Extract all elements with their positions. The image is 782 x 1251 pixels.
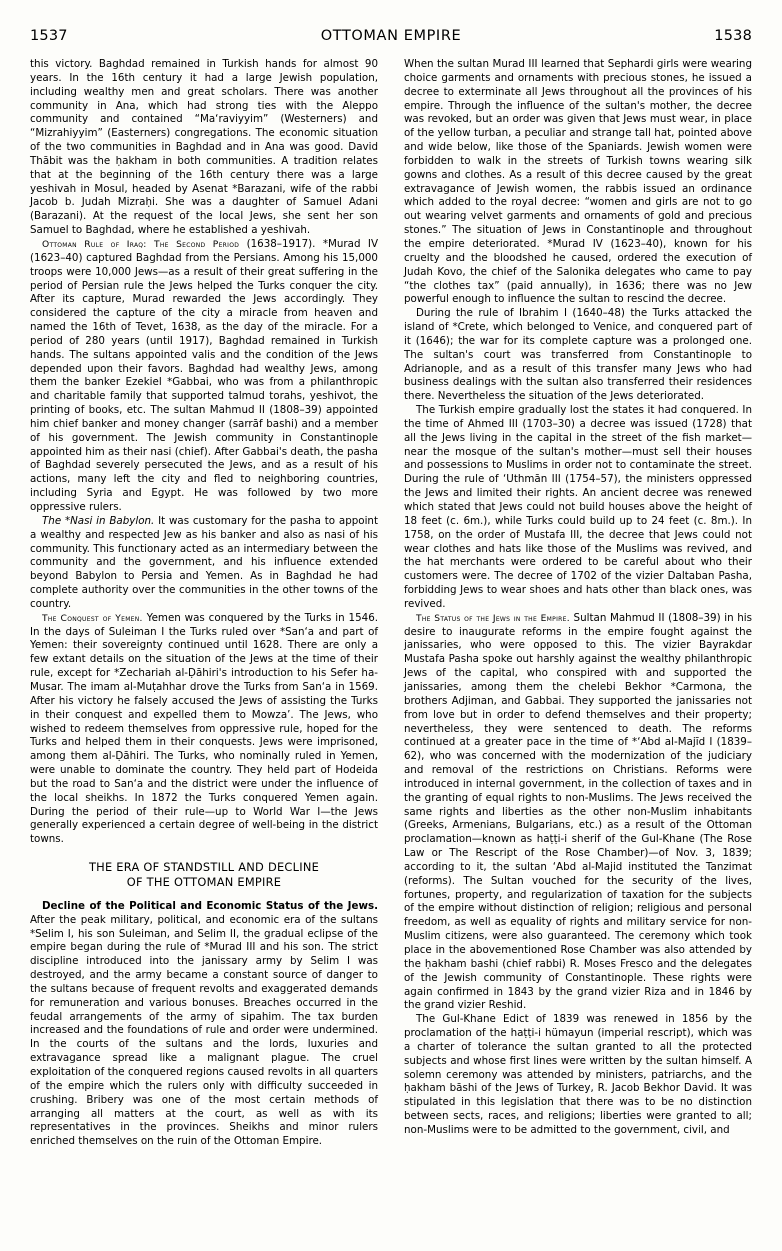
paragraph: When the sultan Murad III learned that Sephardi girls were wearing choice garments and ornaments with precious stones, he issued a decree to exterminate all Jews throughout all the provinces of his empire. Through the influence of the sultan's mother, the decree was revoked, but an order was given that Jews must wear, in place of the yellow turban, a peculiar and strange tall hat, pointed above and wide below, like those of the Spaniards. Jewish women were forbidden to walk in the streets of Turkish towns wearing silk gowns and clothes. As a result of this decree caused by the great extravagance of Jewish women, the rabbis issued an ordinance which added to the royal decree: “women and girls are not to go out wearing velvet garments and ornaments of gold and precious stones.” The situation of Jews in Constantinople and throughout the empire deteriorated. *Murad IV (1623–40), known for his cruelty and the bloodshed he caused, ordered the execution of Judah Kovo, the chief of the Salonika delegates who came to pay “the clothes tax” (paid annually), in 1636; there was no Jew powerful enough to influence the sultan to rescind the decree.	[404, 58, 752, 306]
subsection-lead-italic: The *Nasi in Babylon.	[42, 514, 155, 527]
subsection-body: Yemen was conquered by the Turks in 1546. In the days of Suleiman I the Turks ruled over *San‘a and part of Yemen: their sovereignty continued until 1628. There are only a few extant details on the situation of the Jews at the time of their rule, except for *Zechariah al-Ḍāhiri's introduction to his Sefer ha-Musar. The imam al-Muṭahhar drove the Turks from San‘a in 1569. After his victory he falsely accused the Jews of assisting the Turks in their conquest and expelled them to Mowza’. The Jews, who wished to redeem themselves from oppressive rule, hoped for the Turks and helped them in their conquests. Jews were imprisoned, among them al-Ḍāhiri. The Turks, who nominally ruled in Yemen, were unable to dominate the country. They held part of Hodeida but the road to San‘a and the district were under the influence of the local sheikhs. In 1872 the Turks conquered Yemen again. During the period of their rule—up to World War I—the Jews generally experienced a certain degree of well-being in the district towns.	[30, 611, 379, 846]
subsection-heading: Ottoman Rule of Iraq: The Second Period	[42, 239, 240, 250]
paragraph: The Turkish empire gradually lost the states it had conquered. In the time of Ahmed III (1703–30) a decree was issued (1728) that all the Jews living in the capital in the street of the fish market—near the mosque of the sultan's mother—must sell their houses and possessions to Muslims in order not to contaminate the street. During the rule of ‘Uthmān III (1754–57), the ministers oppressed the Jews and limited their rights. An ancient decree was renewed which stated that Jews could not build houses above the height of 18 feet (c. 6m.), while Turks could build up to 24 feet (c. 8m.). In 1758, on the order of Mustafa III, the decree that Jews could not wear clothes and hats like those of the Muslims was revived, and the hat merchants were ordered to be careful about who their customers were. The decree of 1702 of the vizier Daltaban Pasha, forbidding Jews to wear shoes and hats other than black ones, was revived.	[404, 404, 752, 610]
section-title-line-1: THE ERA OF STANDSTILL AND DECLINE	[88, 860, 320, 875]
subsection-nasi-in-babylon	[30, 515, 378, 612]
paragraph: During the rule of Ibrahim I (1640–48) the Turks attacked the island of *Crete, which belonged to Venice, and conquered part of it (1646); the war for its complete capture was a prolonged one. The sultan's court was transferred from Constantinople to Adrianople, and as a result of this transfer many Jews who had business dealings with the sultan also transferred their residences there. Nevertheless the situation of the Jews deteriorated.	[404, 307, 752, 403]
subsection-body: Sultan Mahmud II (1808–39) in his desire to inaugurate reforms in the empire fought against the janissaries, who were opposed to this. The vizier Bayrakdar Mustafa Pasha spoke out harshly against the wealthy philanthropic Jews of the capital, who conspired with and supported the janissaries, among them the chelebi Bekhor *Carmona, the brothers Adjiman, and Gabbai. They supported the janissaries not from love but in order to defend themselves and their property; nevertheless, they were sentenced to death. The reforms continued at a greater pace in the time of *‘Abd al-Majīd I (1839–62), who was concerned with the modernization of the judiciary and removal of the restrictions on Christians. Reforms were introduced in internal government, in the collection of taxes and in the granting of equal rights to non-Muslims. The Jews received the same rights and liberties as the other non-Muslim inhabitants (Greeks, Armenians, Bulgarians, etc.) as a result of the Ottoman proclamation—known as haṭṭi-i sherif of the Gul-Khane (The Rose Law or The Rescript of the Rose Chamber)—of Nov. 3, 1839; according to it, the sultan ‘Abd al-Majid instituted the Tanzimat (reforms). The Sultan vouched for the security of the lives, fortunes, property, and regularization of taxation for the subjects of the empire without distinction of religion; religious and personal freedom, as well as equality of rights and military service for non-Muslim citizens, were also guaranteed. The ceremony which took place in the abovementioned Rose Chamber was also attended by the ḥakham bashi (chief rabbi) R. Moses Fresco and the delegates of the Jewish community of Constantinople. These rights were again confirmed in 1843 by the grand vizier Riza and in 1846 by the grand vizier Reshid.	[404, 611, 752, 1012]
two-column-body	[30, 58, 752, 1149]
section-title-line-2: OF THE OTTOMAN EMPIRE	[126, 875, 282, 890]
section-title	[30, 860, 378, 891]
left-column	[30, 58, 378, 1149]
right-column	[404, 58, 752, 1149]
subsection-decline-status	[30, 900, 378, 1149]
paragraph: this victory. Baghdad remained in Turkish hands for almost 90 years. In the 16th century it had a large Jewish population, including wealthy men and great scholars. There was another community in Ana, which had strong ties with the Aleppo community and contained “Ma‘raviyyim” (Westerners) and “Mizrahiyyim” (Easterners) congregations. The economic situation of the two communities in Baghdad and in Ana was good. David Thābit was the ḥakham in both communities. A tradition relates that at the beginning of the 16th century there was a large yeshivah in Mosul, headed by Asenat *Barazani, wife of the rabbi Jacob b. Judah Mizraḥi. She was a daughter of Samuel Adani (Barazani). At the request of the local Jews, she sent her son Samuel to Baghdad, where he established a yeshivah.	[30, 58, 378, 237]
subsection-body: It was customary for the pasha to appoint a wealthy and respected Jew as his banker and also as nasi of his community. This functionary acted as an intermediary between the community and the government, and his influence extended beyond Babylon to Persia and Yemen. As in Baghdad he had complete authority over the communities in the other towns of the country.	[30, 514, 378, 610]
folio-right: 1538	[714, 28, 752, 44]
running-title: OTTOMAN EMPIRE	[320, 28, 462, 44]
subsection-status-jews-empire	[404, 612, 752, 1013]
page-header	[30, 28, 752, 44]
subsection-heading: The Status of the Jews in the Empire.	[416, 613, 570, 624]
subsection-conquest-of-yemen	[30, 612, 378, 847]
subsection-lead-bold: Decline of the Political and Economic Status of the Jews.	[42, 899, 378, 912]
paragraph: The Gul-Khane Edict of 1839 was renewed in 1856 by the proclamation of the haṭṭi-i hümayun (imperial rescript), which was a charter of tolerance the sultan granted to all the protected subjects and whose first lines were written by the sultan himself. A solemn ceremony was attended by ministers, patriarchs, and the ḥakham bāshi of the Jews of Turkey, R. Jacob Bekhor David. It was stipulated in this legislation that there was to be no distinction between sects, races, and religions; liberties were granted to all; non-Muslims were to be admitted to the government, civil, and	[404, 1013, 752, 1136]
folio-left: 1537	[30, 28, 68, 44]
subsection-body: *Murad IV (1623–40) captured Baghdad from the Persians. Among his 15,000 troops were 10,000 Jews—as a result of their great suffering in the period of Persian rule the Jews helped the Turks conquer the city. After its capture, Murad rewarded the Jews accordingly. They considered the capture of the city a miracle from heaven and named the 16th of Tevet, 1638, as the day of the miracle. For a period of 280 years (until 1917), Baghdad remained in Turkish hands. The sultans appointed valis and the condition of the Jews depended upon their favors. Baghdad had wealthy Jews, among them the banker Ezekiel *Gabbai, who was from a philanthropic and charitable family that supported talmud torahs, yeshivot, the printing of books, etc. The sultan Mahmud II (1808–39) appointed him chief banker and money changer (sarrāf bashi) and a member of his government. The Jewish community in Constantinople appointed him as their nasi (chief). After Gabbai's death, the pasha of Baghdad severely persecuted the Jews, and as a result of his actions, many left the city and fled to neighboring countries, including Syria and Egypt. He was followed by two more oppressive rulers.	[30, 237, 379, 513]
subsection-heading: The Conquest of Yemen.	[42, 613, 143, 624]
subsection-heading-dates: (1638–1917).	[246, 237, 316, 250]
subsection-body: After the peak military, political, and economic era of the sultans *Selim I, his son Suleiman, and Selim II, the gradual eclipse of the empire began during the rule of *Murad III and his son. The strict discipline introduced into the janissary army by Selim I was destroyed, and the army became a constant source of danger to the sultans because of frequent revolts and exaggerated demands for remuneration and various bonuses. Breaches occurred in the feudal arrangements of the army of sipahim. The tax burden increased and the foundations of rule and order were undermined. In the courts of the sultans and the lords, luxuries and extravagance spread like a malignant plague. The cruel exploitation of the conquered regions caused revolts in all quarters of the empire which the rulers only with difficulty succeeded in crushing. Bribery was one of the most certain methods of arranging all matters at the court, as well as with its representatives in the provinces. Sheikhs and minor rulers enriched themselves on the ruin of the Ottoman Empire.	[30, 913, 378, 1148]
subsection-ottoman-rule-iraq	[30, 238, 378, 515]
